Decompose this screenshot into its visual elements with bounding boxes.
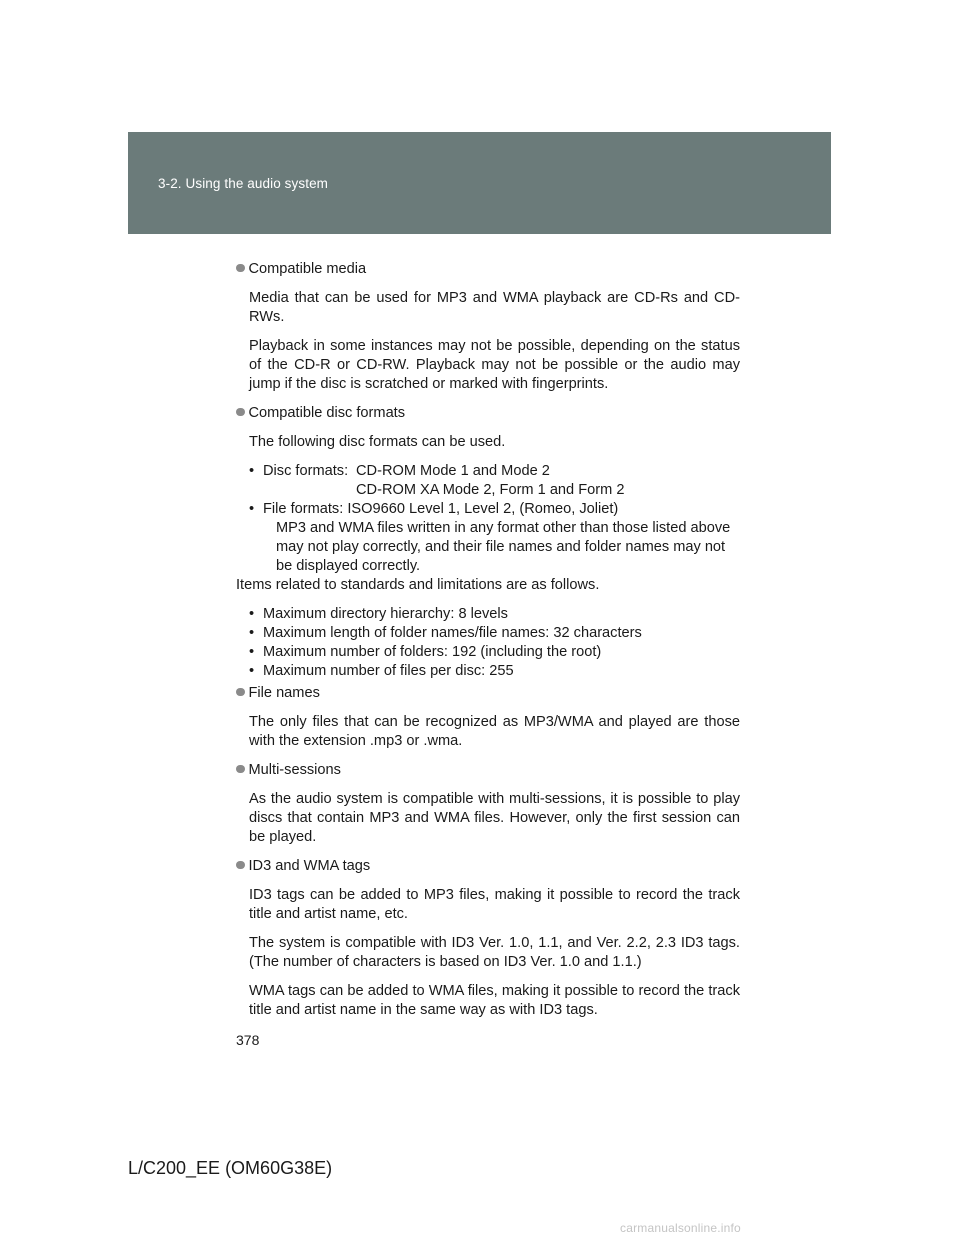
heading-text: Compatible disc formats [248, 405, 406, 421]
section-header-bar [128, 132, 831, 234]
bullet-dot-icon [236, 765, 245, 774]
list-item [249, 624, 740, 643]
list-item [249, 662, 740, 681]
list-value: CD-ROM Mode 1 and Mode 2 [356, 463, 550, 479]
heading-text: Compatible media [248, 261, 367, 277]
list-value: Maximum directory hierarchy: 8 levels [263, 606, 508, 622]
list-item [249, 481, 740, 500]
list-item [249, 605, 740, 624]
bullet-dot-icon [236, 861, 245, 870]
section-heading-media [236, 260, 740, 279]
list-label: Disc formats: [263, 463, 349, 479]
list-item [249, 643, 740, 662]
list-bullet: • [249, 501, 255, 517]
bullet-dot-icon [236, 688, 245, 697]
paragraph: WMA tags can be added to WMA files, making it possible to record the track title and artist name in the same way as with ID3 tags. [249, 983, 740, 1018]
list-bullet: • [249, 606, 255, 622]
list-item [249, 462, 740, 481]
format-note-line: may not play correctly, and their file names and folder names may not [276, 539, 726, 555]
paragraph: ID3 tags can be added to MP3 files, making it possible to record the track title and artist name, etc. [249, 887, 740, 922]
section-heading-multisession [236, 761, 740, 780]
paragraph: Media that can be used for MP3 and WMA playback are CD-Rs and CD-RWs. [249, 290, 740, 325]
section-title: 3-2. Using the audio system [158, 176, 329, 191]
bullet-dot-icon [236, 264, 245, 273]
list-bullet: • [249, 463, 255, 479]
format-note-line: MP3 and WMA files written in any format other than those listed above [276, 520, 731, 536]
list-value: Maximum number of files per disc: 255 [263, 663, 514, 679]
heading-text: Multi-sessions [248, 762, 341, 778]
limits-list [249, 605, 740, 681]
list-value: Maximum length of folder names/file names: 32 characters [263, 625, 642, 641]
list-value: CD-ROM XA Mode 2, Form 1 and Form 2 [356, 482, 625, 498]
list-value: File formats: ISO9660 Level 1, Level 2, (Romeo, Joliet) [263, 501, 619, 517]
paragraph: The only files that can be recognized as MP3/WMA and played are those with the extension .mp3 or .wma. [249, 714, 740, 749]
page-content [236, 260, 740, 1030]
format-note-line: be displayed correctly. [276, 558, 421, 574]
list-bullet: • [249, 644, 255, 660]
paragraph: Items related to standards and limitations are as follows. [236, 577, 600, 593]
paragraph: The following disc formats can be used. [249, 434, 506, 450]
section-heading-filenames [236, 684, 740, 703]
heading-text: ID3 and WMA tags [248, 858, 371, 874]
section-heading-tags [236, 857, 740, 876]
list-item [249, 500, 740, 519]
list-bullet: • [249, 663, 255, 679]
list-value: Maximum number of folders: 192 (including the root) [263, 644, 602, 660]
paragraph: As the audio system is compatible with multi-sessions, it is possible to play discs that contain MP3 and WMA files. However, only the first session can be played. [249, 791, 740, 845]
section-heading-formats [236, 404, 740, 423]
page-number: 378 [236, 1032, 260, 1048]
watermark: carmanualsonline.info [620, 1221, 741, 1235]
bullet-dot-icon [236, 408, 245, 417]
paragraph: Playback in some instances may not be possible, depending on the status of the CD-R or CD-RW. Playback may not be possible or the audio may jump if the disc is scratched or marked with fingerprints. [249, 338, 740, 392]
format-list [249, 462, 740, 576]
document-code: L/C200_EE (OM60G38E) [128, 1158, 333, 1178]
heading-text: File names [248, 685, 320, 701]
list-bullet: • [249, 625, 255, 641]
paragraph: The system is compatible with ID3 Ver. 1.0, 1.1, and Ver. 2.2, 2.3 ID3 tags. (The number of characters is based on ID3 Ver. 1.0 and 1.1.) [249, 935, 740, 970]
